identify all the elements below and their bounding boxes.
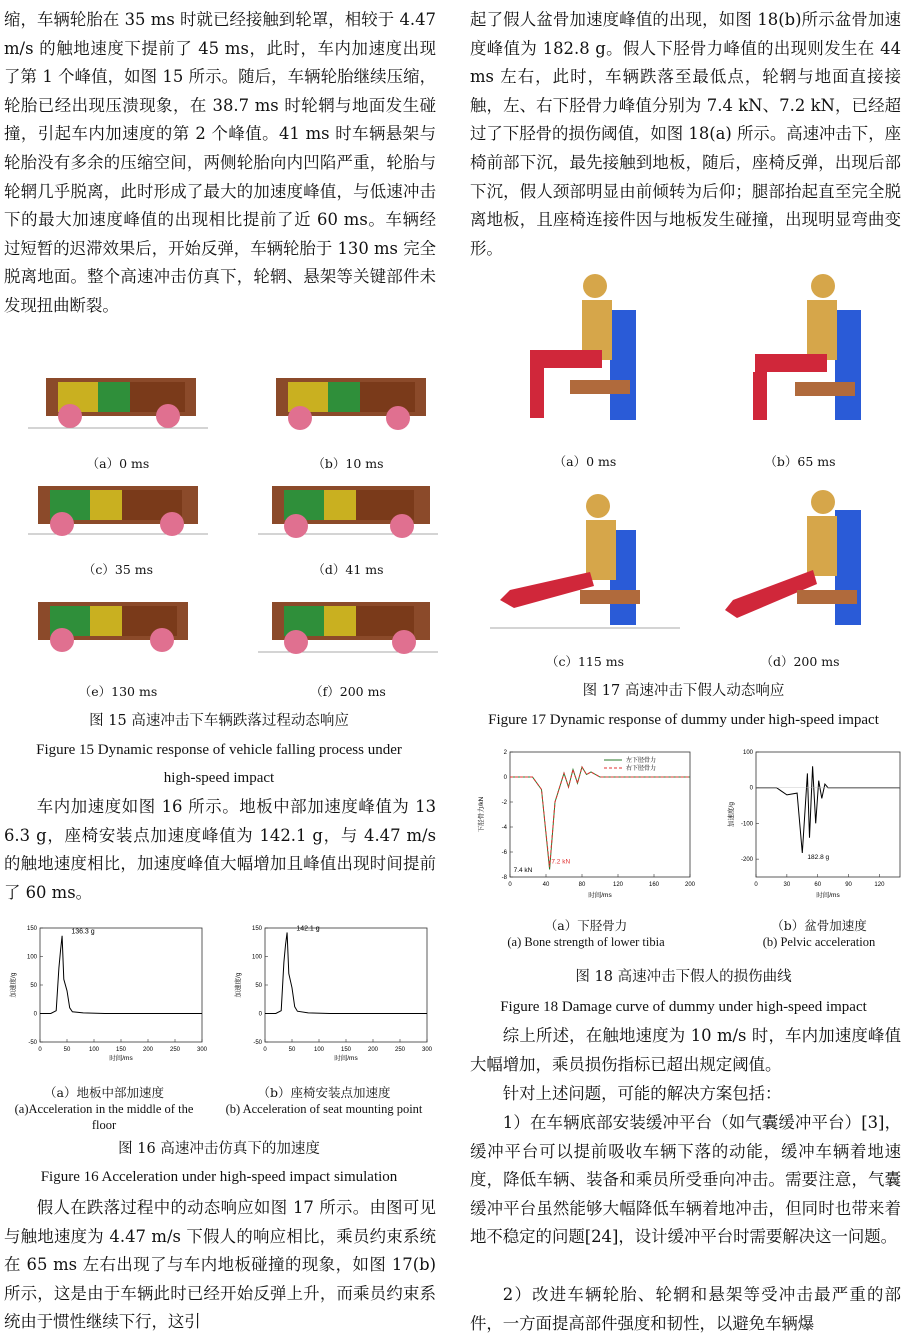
- fig18-b-label: [734, 918, 901, 950]
- series-line: [510, 767, 690, 867]
- fig17-caption-en: Figure 17 Dynamic response of dummy under high-speed impact: [488, 712, 879, 728]
- y-axis-label: 加速度/g: [10, 972, 17, 998]
- fig16-b-label: [224, 1085, 424, 1117]
- x-tick-label: 0: [754, 882, 758, 888]
- y-tick-label: 0: [503, 775, 507, 781]
- figure-17: [490, 270, 900, 680]
- fig15-panel-d: [258, 470, 438, 582]
- y-tick-label: 0: [258, 1011, 262, 1018]
- fig17-c-label: （c）115 ms: [545, 654, 625, 669]
- y-tick-label: 0: [33, 1011, 37, 1018]
- fig15-panel-c: [28, 470, 208, 582]
- y-tick-label: 50: [255, 983, 262, 989]
- x-axis-label: 时间/ms: [588, 892, 612, 899]
- x-tick-label: 250: [394, 1047, 406, 1053]
- x-tick-label: 50: [63, 1047, 71, 1053]
- y-tick-label: -100: [740, 821, 753, 828]
- min-annotation: 7.2 kN: [551, 858, 571, 866]
- fig15-c-label: （c）35 ms: [82, 562, 154, 577]
- fig15-panel-b: [258, 364, 438, 471]
- x-tick-label: 0: [263, 1047, 267, 1053]
- dummy-image: [705, 490, 895, 640]
- fig17-d-label: （d）200 ms: [760, 654, 840, 669]
- series-line: [265, 933, 427, 1014]
- legend-left: 左下胫骨力: [626, 758, 657, 764]
- fig18-a-label-en: (a) Bone strength of lower tibia: [507, 935, 665, 949]
- x-tick-label: 150: [115, 1047, 127, 1053]
- y-tick-label: 50: [30, 983, 37, 989]
- fig16-a-label-en: (a)Acceleration in the middle of the floor: [14, 1102, 194, 1132]
- x-tick-label: 0: [508, 882, 512, 888]
- fig17-b-label: （b）65 ms: [764, 454, 836, 469]
- pelvic-acceleration-chart: [726, 744, 901, 899]
- x-tick-label: 90: [845, 882, 852, 888]
- floor-acceleration-chart: [8, 922, 208, 1062]
- figure-18: [476, 744, 901, 904]
- dummy-image: [490, 270, 680, 430]
- x-tick-label: 120: [612, 882, 624, 888]
- fig15-caption-cn: 图 15 高速冲击下车辆跌落过程动态响应: [89, 713, 349, 729]
- x-tick-label: 200: [142, 1047, 154, 1053]
- series-line: [510, 767, 690, 870]
- x-tick-label: 300: [196, 1047, 208, 1053]
- x-axis-label: 时间/ms: [334, 1055, 358, 1062]
- x-tick-label: 30: [783, 882, 791, 888]
- fig15-b-label: （b）10 ms: [312, 456, 384, 471]
- fig15-e-label: （e）130 ms: [78, 684, 158, 699]
- vehicle-image: [28, 470, 208, 540]
- y-tick-label: -50: [28, 1040, 37, 1046]
- y-tick-label: 100: [742, 750, 753, 756]
- fig15-d-label: （d）41 ms: [312, 562, 384, 577]
- series-line: [756, 766, 900, 853]
- plot-frame: [265, 928, 427, 1042]
- dummy-image: [705, 270, 895, 430]
- x-tick-label: 160: [648, 882, 660, 888]
- y-axis-label: 下胫骨力/kN: [478, 796, 485, 833]
- fig17-a-label: （a）0 ms: [553, 454, 617, 469]
- fig15-a-label: （a）0 ms: [86, 456, 150, 471]
- fig15-caption-en-2: high-speed impact: [163, 770, 275, 786]
- fig18-caption-en: Figure 18 Damage curve of dummy under high-speed impact: [500, 999, 867, 1015]
- fig18-caption-cn: 图 18 高速冲击下假人的损伤曲线: [575, 969, 792, 985]
- x-tick-label: 80: [578, 882, 586, 888]
- fig16-a-label: [4, 1085, 204, 1133]
- y-tick-label: 2: [503, 750, 507, 756]
- x-tick-label: 50: [288, 1047, 296, 1053]
- fig16-b-label-en: (b) Acceleration of seat mounting point: [225, 1102, 423, 1116]
- fig18-a-label: [486, 918, 686, 950]
- y-tick-label: 100: [251, 954, 262, 961]
- figure-16: [8, 922, 438, 1082]
- x-tick-label: 300: [421, 1047, 433, 1053]
- x-tick-label: 60: [814, 882, 822, 888]
- plot-frame: [40, 928, 202, 1042]
- y-tick-label: 100: [26, 954, 37, 961]
- y-axis-label: 加速度/g: [728, 802, 735, 827]
- y-tick-label: -8: [501, 875, 507, 881]
- fig17-caption-cn: 图 17 高速冲击下假人动态响应: [582, 683, 785, 699]
- fig15-panel-a: [28, 364, 208, 471]
- vehicle-image: [258, 470, 438, 540]
- x-axis-label: 时间/ms: [109, 1055, 133, 1062]
- fig15-panel-e: [28, 588, 208, 700]
- paragraph-solution-1: 1）在车辆底部安装缓冲平台（如气囊缓冲平台）[3]，缓冲平台可以提前吸收车辆下落的动能，缓冲车辆着地速度，降低车辆、装备和乘员所受垂向冲击。需要注意，气囊缓冲平台虽然能够大幅降低车辆着地冲击，但同时也带来着地不稳定的问题[24]，设计缓冲平台时需要解决这一问题。: [470, 1113, 901, 1247]
- dummy-image: [490, 490, 680, 640]
- peak-annotation: 142.1 g: [296, 925, 320, 933]
- y-tick-label: 150: [251, 926, 262, 932]
- fig16-caption-cn: 图 16 高速冲击仿真下的加速度: [118, 1141, 320, 1157]
- paragraph-dummy-response: 起了假人盆骨加速度峰值的出现，如图 18(b)所示盆骨加速度峰值为 182.8 g。假人下胫骨力峰值的出现则发生在 44 ms 左右，此时，车辆跌落至最低点，轮辋与地面直接接触，左、右下胫骨力峰值分别为 7.4 kN、7.2 kN，已经超过了下胫骨的损伤阈值，如图 18(a) 所示。高速冲击下，座椅前部下沉，最先接触到地板，随后，座椅反弹，出现后部下沉，假人颈部明显由前倾转为后仰；腿部抬起直至完全脱离地板，且座椅连接件因与地板发生碰撞，出现明显弯曲变形。: [470, 10, 901, 258]
- x-tick-label: 40: [542, 882, 550, 888]
- x-tick-label: 200: [367, 1047, 379, 1053]
- fig16-a-label-cn: （a）地板中部加速度: [44, 1085, 164, 1100]
- paragraph-summary: 综上所述，在触地速度为 10 m/s 时，车内加速度峰值大幅增加，乘员损伤指标已超出规定阈值。: [470, 1026, 901, 1074]
- fig18-b-label-en: (b) Pelvic acceleration: [762, 935, 876, 949]
- x-tick-label: 200: [684, 882, 696, 888]
- peak-annotation: 136.3 g: [71, 928, 95, 936]
- vehicle-image: [258, 364, 438, 434]
- min-annotation: 7.4 kN: [513, 867, 533, 874]
- plot-frame: [510, 752, 690, 877]
- x-axis-label: 时间/ms: [816, 892, 840, 899]
- paragraph-fig17-intro: 假人在跌落过程中的动态响应如图 17 所示。由图可见与触地速度为 4.47 m/s 下假人的响应相比，乘员约束系统在 65 ms 左右出现了与车内地板碰撞的现象，如图 17(b)所示，这是由于车辆此时已经开始反弹上升，而乘员约束系统由于惯性继续下行，这引: [4, 1198, 436, 1332]
- fig16-b-label-cn: （b）座椅安装点加速度: [257, 1085, 391, 1100]
- x-tick-label: 150: [340, 1047, 352, 1053]
- y-axis-label: 加速度/g: [235, 972, 242, 998]
- y-tick-label: -6: [501, 850, 507, 856]
- x-tick-label: 250: [169, 1047, 181, 1053]
- fig15-f-label: （f）200 ms: [310, 684, 386, 699]
- y-tick-label: -200: [740, 857, 753, 864]
- paragraph-solution-2: 2）改进车辆轮胎、轮辋和悬架等受冲击最严重的部件，一方面提高部件强度和韧性，以避免车辆爆: [470, 1285, 901, 1333]
- seat-acceleration-chart: [233, 922, 433, 1062]
- series-line: [40, 936, 202, 1014]
- fig15-caption-en: Figure 15 Dynamic response of vehicle falling process under: [36, 742, 402, 758]
- y-tick-label: 0: [749, 785, 753, 792]
- paragraph-solutions-intro: 针对上述问题，可能的解决方案包括：: [502, 1084, 782, 1103]
- paragraph-fig15-intro: 缩，车辆轮胎在 35 ms 时就已经接触到轮罩，相较于 4.47 m/s 的触地速度下提前了 45 ms，此时，车内加速度出现了第 1 个峰值，如图 15 所示。随后，车辆轮胎继续压缩，轮胎已经出现压溃现象，在 38.7 ms 时轮辋与地面发生碰撞，引起车内加速度的第 2 个峰值。41 ms 时车辆悬架与轮胎没有多余的压缩空间，两侧轮胎向内凹陷严重，轮胎与轮辋几乎脱离，此时形成了最大的加速度峰值，与低速冲击下的最大加速度峰值的出现相比提前了近 60 ms。车辆经过短暂的迟滞效果后，开始反弹，车辆轮胎于 130 ms 完全脱离地面。整个高速冲击仿真下，轮辋、悬架等关键部件未发现扭曲断裂。: [4, 10, 436, 315]
- x-tick-label: 120: [874, 882, 885, 888]
- x-tick-label: 100: [88, 1047, 100, 1053]
- legend-right: 右下胫骨力: [626, 766, 657, 772]
- vehicle-image: [258, 588, 438, 658]
- x-tick-label: 0: [38, 1047, 42, 1053]
- y-tick-label: -2: [501, 800, 507, 806]
- y-tick-label: -4: [501, 825, 507, 831]
- vehicle-image: [28, 588, 208, 658]
- fig15-panel-f: [258, 588, 438, 700]
- fig18-b-label-cn: （b）盆骨加速度: [771, 918, 867, 933]
- paragraph-fig16-intro: 车内加速度如图 16 所示。地板中部加速度峰值为 136.3 g，座椅安装点加速度峰值为 142.1 g，与 4.47 m/s 的触地速度相比，加速度峰值大幅增加且峰值出现时间提前了 60 ms。: [4, 797, 436, 902]
- min-annotation: 182.8 g: [807, 854, 830, 862]
- fig16-caption-en: Figure 16 Acceleration under high-speed impact simulation: [40, 1169, 398, 1185]
- y-tick-label: -50: [253, 1040, 262, 1046]
- tibia-force-chart: [476, 744, 696, 899]
- fig18-a-label-cn: （a）下胫骨力: [544, 918, 628, 933]
- vehicle-image: [28, 364, 208, 434]
- figure-15: [28, 364, 438, 700]
- y-tick-label: 150: [26, 926, 37, 932]
- x-tick-label: 100: [313, 1047, 325, 1053]
